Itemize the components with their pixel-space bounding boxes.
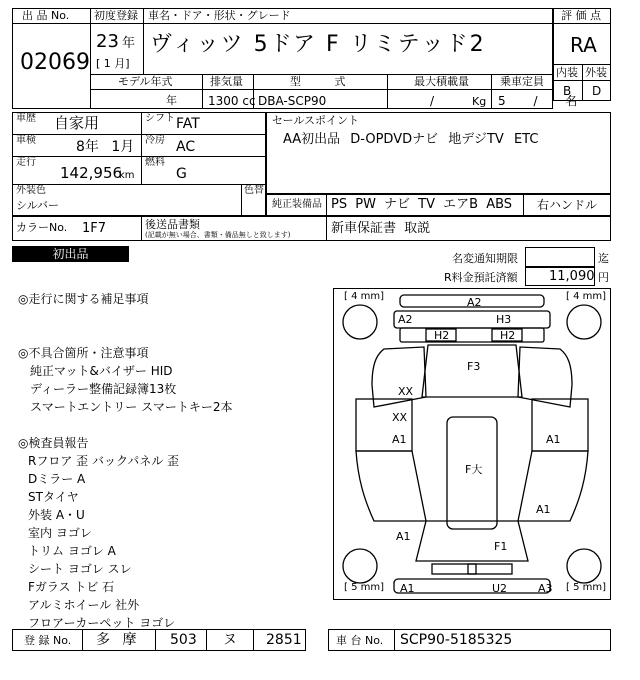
- tire-depth-front-right: [ 5 mm]: [566, 582, 607, 593]
- mark-floor: F大: [465, 463, 483, 476]
- shift-label: シフト: [145, 113, 175, 124]
- mark-roof: F3: [467, 360, 481, 373]
- mark-front-bumper: U2: [492, 582, 508, 595]
- defect-item: 純正マット&バイザー HID: [30, 364, 173, 378]
- history-label: 車歴: [16, 113, 36, 124]
- registration-label: 登 録 No.: [24, 634, 72, 647]
- inspector-header: ◎検査員報告: [18, 436, 89, 450]
- front-door-right: [518, 451, 588, 521]
- repaint-label: 色替: [244, 185, 264, 196]
- model-name-label: 車名・ドア・形状・グレード: [148, 9, 291, 22]
- load-unit: Kg: [472, 95, 487, 108]
- options: PS PW ナビ TV エアB ABS: [331, 197, 513, 212]
- wheel-rear-left: [343, 305, 377, 339]
- lot-label: 出 品 No.: [22, 9, 70, 22]
- name-change-box: [525, 247, 595, 267]
- capacity-label: 乗車定員: [500, 75, 544, 88]
- grade-label: 評 価 点: [561, 9, 601, 22]
- options-label: 純正装備品: [272, 199, 322, 210]
- wheel-front-right: [567, 549, 601, 583]
- chassis-number: SCP90-5185325: [400, 632, 513, 648]
- inspector-item: フロアーカーペット ヨゴレ: [28, 616, 176, 630]
- aftermarket: 新車保証書 取説: [331, 221, 431, 236]
- displacement: 1300 cc: [208, 94, 256, 108]
- defect-item: スマートエントリー スマートキー2本: [30, 400, 233, 414]
- left-rear-quarter: [372, 347, 426, 407]
- first-reg-year-unit: 年: [122, 36, 136, 51]
- color-no-label: カラーNo.: [16, 221, 68, 234]
- mark-rear-door: XX: [398, 385, 414, 398]
- mark-front-door: XX: [392, 411, 408, 424]
- inspector-item: STタイヤ: [28, 490, 79, 504]
- ac: AC: [176, 139, 196, 155]
- interior-grade: B: [563, 84, 572, 98]
- mark-door-right: A1: [546, 433, 561, 446]
- mark-front-left: A1: [400, 582, 415, 595]
- fuel: G: [176, 166, 187, 182]
- load-label: 最大積載量: [414, 75, 469, 88]
- hood: [416, 521, 528, 561]
- mileage: 142,956: [60, 164, 123, 182]
- mark-rear-lamp-right: H2: [500, 329, 516, 342]
- model-year-unit: 年: [166, 94, 177, 107]
- first-reg-year: 23: [96, 31, 119, 52]
- driving-notes-header: ◎走行に関する補足事項: [18, 292, 149, 306]
- aftermarket-note: (記載が無い場合、書類・備品無しと致します): [145, 231, 291, 239]
- model-name: ヴィッツ 5ドア F リミテッド2: [150, 32, 486, 57]
- recycle-fee: 11,090: [549, 269, 595, 284]
- recycle-label: R料金預託済額: [444, 271, 518, 284]
- mileage-unit: km: [119, 170, 135, 181]
- inspector-item: シート ヨゴレ スレ: [28, 562, 132, 576]
- name-change-label: 名変通知期限: [452, 252, 518, 265]
- registration-class: 503: [170, 632, 197, 648]
- remarks: [18, 290, 318, 632]
- grade-value: RA: [570, 33, 597, 57]
- mark-rear-lamp-left: H2: [434, 329, 450, 342]
- aftermarket-label: 後送品書類: [145, 218, 200, 231]
- tire-depth-rear-left: [ 4 mm]: [344, 291, 385, 302]
- right-rear-quarter: [518, 347, 572, 407]
- inspector-item: Fガラス トビ 石: [28, 580, 115, 594]
- name-change-unit: 迄: [598, 252, 609, 265]
- registration-kana: ヌ: [223, 632, 237, 648]
- first-time-badge: 初出品: [12, 246, 129, 262]
- tire-depth-front-left: [ 5 mm]: [344, 582, 385, 593]
- first-reg-label: 初度登録: [94, 9, 138, 22]
- tire-depth-rear-right: [ 4 mm]: [566, 291, 607, 302]
- headlamp-right: [468, 564, 512, 574]
- mark-front-right: A3: [538, 582, 553, 595]
- capacity: 5 / 名: [498, 94, 578, 108]
- inspector-item: アルミホイール 社外: [28, 598, 140, 612]
- inspector-item: Dミラー A: [28, 472, 86, 486]
- registration-region: 多 摩: [96, 632, 141, 648]
- history: 自家用: [54, 114, 100, 132]
- damage-diagram: [333, 288, 611, 600]
- exterior-color: シルバー: [16, 199, 59, 212]
- inspection: 8年 1月: [76, 139, 135, 155]
- recycle-unit: 円: [598, 271, 609, 284]
- defect-item: ディーラー整備記録簿13枚: [30, 382, 177, 396]
- mark-door-left: A1: [392, 433, 407, 446]
- wheel-rear-right: [567, 305, 601, 339]
- mark-rear-left: A2: [398, 313, 413, 326]
- mark-hood: F1: [494, 540, 508, 553]
- inspector-item: 外装 A・U: [28, 508, 85, 522]
- model-type: DBA-SCP90: [258, 94, 327, 108]
- rear-gate-top: [394, 311, 550, 328]
- model-year-label: モデル年式: [118, 75, 173, 88]
- displacement-label: 排気量: [210, 75, 243, 88]
- exterior-label: 外装: [585, 66, 607, 79]
- shift: FAT: [176, 116, 200, 132]
- mark-fender-right: A1: [536, 503, 551, 516]
- mark-fender-left: A1: [396, 530, 411, 543]
- steering: 右ハンドル: [537, 198, 598, 212]
- chassis-label: 車 台 No.: [336, 634, 384, 647]
- sales-point: AA初出品 D-OPDVDナビ 地デジTV ETC: [283, 132, 539, 147]
- mark-tailgate: H3: [496, 313, 512, 326]
- car-diagram-svg: [334, 289, 610, 599]
- color-no: 1F7: [82, 221, 107, 236]
- load-slash: /: [430, 94, 435, 108]
- wheel-front-left: [343, 549, 377, 583]
- type-label: 型 式: [290, 75, 346, 88]
- interior-label: 内装: [556, 66, 578, 79]
- front-door-left: [356, 451, 426, 521]
- ac-label: 冷房: [145, 135, 165, 146]
- exterior-grade: D: [592, 84, 602, 98]
- inspector-item: 室内 ヨゴレ: [28, 526, 92, 540]
- sales-point-label: セールスポイント: [272, 114, 360, 127]
- headlamp-left: [432, 564, 476, 574]
- lot-number: 02069: [20, 50, 90, 75]
- inspection-label: 車検: [16, 135, 36, 146]
- front-bumper: [394, 579, 550, 593]
- mark-rear-bumper: A2: [467, 296, 482, 309]
- fuel-label: 燃料: [145, 157, 165, 168]
- inspector-item: トリム ヨゴレ A: [28, 544, 116, 558]
- exterior-color-label: 外装色: [16, 185, 46, 196]
- defects-header: ◎不具合箇所・注意事項: [18, 346, 149, 360]
- first-reg-month: [ 1 月]: [96, 57, 130, 70]
- mileage-label: 走行: [16, 157, 36, 168]
- registration-number: 2851: [266, 632, 302, 648]
- inspector-item: Rフロア 歪 バックパネル 歪: [28, 454, 180, 468]
